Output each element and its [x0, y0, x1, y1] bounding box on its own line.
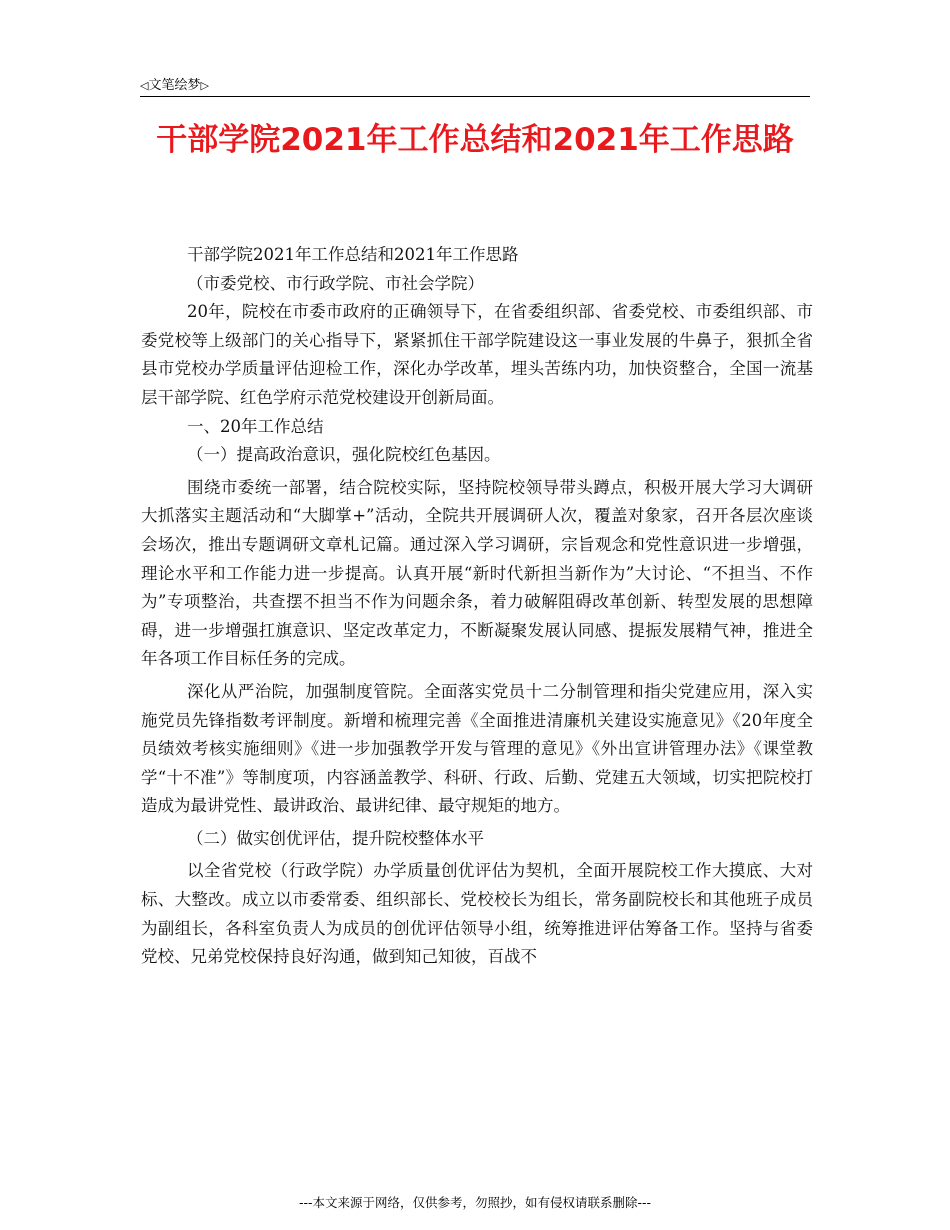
document-body [141, 241, 813, 972]
paragraph-body-3: 以全省党校（行政学院）办学质量创优评估为契机，全面开展院校工作大摸底、大对标、大整改。成立以市委常委、组织部长、党校校长为组长，常务副院校长和其他班子成员为副组长，各科室负责人为成员的创优评估领导小组，统筹推进评估筹备工作。坚持与省委党校、兄弟党校保持良好沟通，做到知己知彼，百战不 [141, 861, 813, 967]
page-footer: ---本文来源于网络，仅供参考，勿照抄，如有侵权请联系删除--- [298, 1195, 652, 1210]
page-header [140, 72, 810, 97]
paragraph-intro: 20年，院校在市委市政府的正确领导下，在省委组织部、省委党校、市委组织部、市委党校等上级部门的关心指导下，紧紧抓住干部学院建设这一事业发展的牛鼻子，狠抓全省县市党校办学质量评估迎检工作，深化办学改革，埋头苦练内功，加快资整合，全国一流基层干部学院、红色学府示范党校建设开创新局面。 [141, 302, 813, 407]
paragraph-body-2: 深化从严治院，加强制度管院。全面落实党员十二分制管理和指尖党建应用，深入实施党员先锋指数考评制度。新增和梳理完善《全面推进清廉机关建设实施意见》《20年度全员绩效考核实施细则》《进一步加强教学开发与管理的意见》《外出宣讲管理办法》《课堂教学“十不准”》等制度项，内容涵盖教学、科研、行政、后勤、党建五大领域，切实把院校打造成为最讲党性、最讲政治、最讲纪律、最守规矩的地方。 [141, 681, 813, 816]
subsection-heading-1: （一）提高政治意识，强化院校红色基因。 [187, 445, 501, 465]
left-triangle-icon: ◁ [140, 79, 149, 92]
header-text: 文笔绘梦 [148, 78, 201, 93]
section-heading: 一、20年工作总结 [187, 416, 324, 436]
right-triangle-icon: ▷ [200, 79, 209, 92]
subsection-heading-2: （二）做实创优评估，提升院校整体水平 [187, 828, 484, 848]
paragraph-subtitle: 干部学院2021年工作总结和2021年工作思路 [187, 245, 519, 264]
paragraph-body-1: 围绕市委统一部署，结合院校实际，坚持院校领导带头蹲点，积极开展大学习大调研大抓落实主题活动和“大脚掌+”活动，全院共开展调研人次，覆盖对象家，召开各层次座谈会场次，推出专题调研文章札记篇。通过深入学习调研，宗旨观念和党性意识进一步增强，理论水平和工作能力进一步提高。认真开展“新时代新担当新作为”大讨论、“不担当、不作为”专项整治，共查摆不担当不作为问题余条，着力破解阻碍改革创新、转型发展的思想障碍，进一步增强扛旗意识、坚定改革定力，不断凝聚发展认同感、提振发展精气神，推进全年各项工作目标任务的完成。 [141, 477, 813, 669]
header-label [140, 74, 209, 93]
paragraph-organization: （市委党校、市行政学院、市社会学院） [187, 273, 484, 293]
document-title: 干部学院2021年工作总结和2021年工作思路 [156, 122, 794, 158]
